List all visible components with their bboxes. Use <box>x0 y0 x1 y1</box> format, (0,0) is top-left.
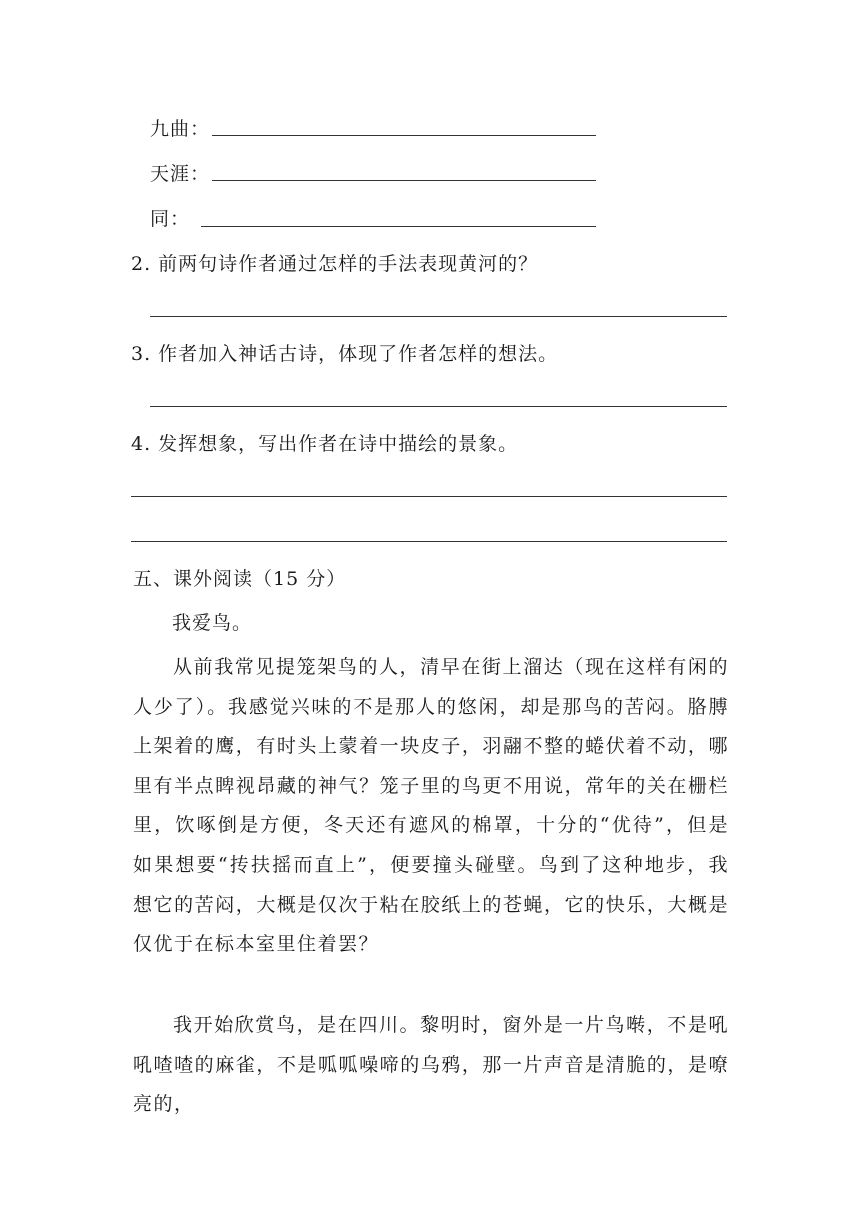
definition-term-jiuqu: 九曲： <box>150 118 211 140</box>
paragraph-2-text: 我开始欣赏鸟，是在四川。黎明时，窗外是一片鸟啭，不是吼吼喳喳的麻雀，不是呱呱噪啼的乌鸦，那一片声音是清脆的，是嘹亮的， <box>133 1014 729 1116</box>
definition-term-tianya: 天涯： <box>150 163 211 185</box>
definition-term-tong: 同： <box>150 208 191 230</box>
question-3: 3. 作者加入神话古诗，体现了作者怎样的想法。 <box>131 343 559 365</box>
passage-paragraph-2 <box>133 1006 729 1125</box>
passage-paragraph-1 <box>133 648 729 965</box>
answer-line-q3[interactable] <box>150 406 727 407</box>
paragraph-1-text: 从前我常见提笼架鸟的人，清早在街上溜达（现在这样有闲的人少了）。我感觉兴味的不是那人的悠闲，却是那鸟的苦闷。胳膊上架着的鹰，有时头上蒙着一块皮子，羽翮不整的蜷伏着不动，哪里有半点睥视昂藏的神气？笼子里的鸟更不用说，常年的关在栅栏里，饮啄倒是方便，冬天还有遮风的棉罩，十分的“优待”，但是如果想要“抟扶摇而直上”，便要撞头碰壁。鸟到了这种地步，我想它的苦闷，大概是仅次于粘在胶纸上的苍蝇，它的快乐，大概是仅优于在标本室里住着罢？ <box>133 656 729 956</box>
question-4: 4. 发挥想象，写出作者在诗中描绘的景象。 <box>131 433 519 455</box>
answer-line-q4-b[interactable] <box>131 541 727 542</box>
question-2: 2. 前两句诗作者通过怎样的手法表现黄河的？ <box>131 253 539 275</box>
answer-line-jiuqu[interactable] <box>212 135 596 136</box>
answer-line-tianya[interactable] <box>212 180 596 181</box>
answer-line-tong[interactable] <box>201 226 596 227</box>
answer-line-q2[interactable] <box>150 316 727 317</box>
answer-line-q4-a[interactable] <box>131 496 727 497</box>
passage-title: 我爱鸟。 <box>172 612 253 634</box>
section-heading: 五、课外阅读（15 分） <box>133 568 347 590</box>
